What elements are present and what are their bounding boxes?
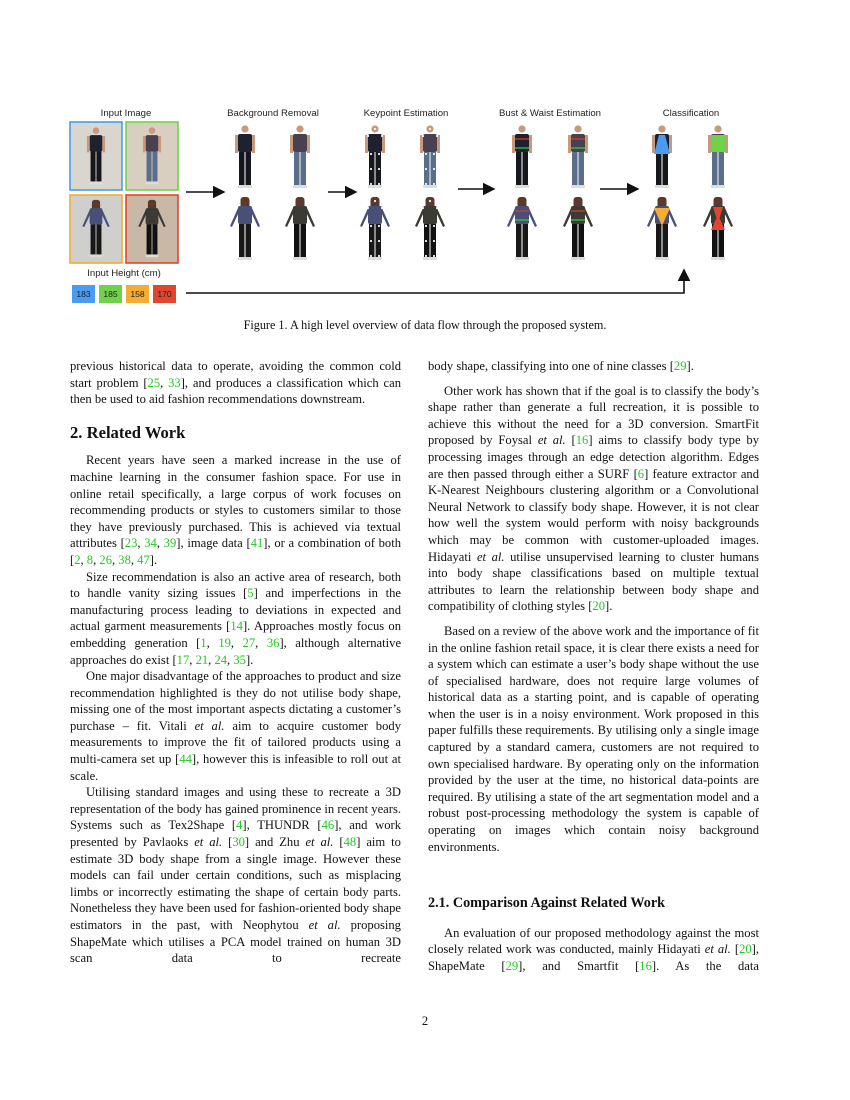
- pipeline-person: [420, 125, 440, 188]
- text-run: .: [250, 652, 254, 667]
- paragraph: Other work has shown that if the goal is to classify the body’s shape rather than generate a full recreation, it is possible to achieve this without the need for a 3D conversion. SmartFit proposed by Foysal et al. [16] aims to classify body type by processing images through an edge detection algorithm. Edges are then passed through either a SURF [6] feature extractor and K-Nearest Neighbours clustering algorithm or a Convolutional Neural Network to classify body shape. However, it is not clear how well the system would perform with noisy backgrounds which may be common with customer-uploaded images. Hidayati et al. utilise unsupervised learning to cluster humans into body shape classifications based on multiple textual attributes to learn the relationship between body shape and compatibility of clothing styles [20].: [428, 383, 759, 614]
- citation-link[interactable]: 41: [250, 536, 264, 551]
- citation-link[interactable]: 20: [739, 942, 752, 957]
- citation-link[interactable]: 25: [147, 375, 161, 390]
- italic-text: et al.: [305, 835, 334, 850]
- citation-link[interactable]: 19: [218, 635, 231, 650]
- text-run: aim to acquire customer body measurements to improve the fit of tailored products using a multi-camera set up: [70, 718, 401, 767]
- pipeline-person: [703, 197, 733, 260]
- pipeline-person: [647, 197, 677, 260]
- citation-link[interactable]: 24: [214, 652, 228, 667]
- text-run: [731, 942, 735, 956]
- label-bust-waist-estimation: Bust & Waist Estimation: [498, 108, 602, 119]
- subsection-heading: 2.1. Comparison Against Related Work: [428, 895, 666, 912]
- body-shape-overlay: [711, 135, 725, 152]
- paragraph: Utilising standard images and using these to recreate a 3D representation of the body has gained prominence in recent years. Systems such as Tex2Shape [4], THUNDR [46], and work presented by Pavlaoks et al. [30] and Zhu et al. [48] aim to estimate 3D body shape from a single image. However these models can fail under certain conditions, such as misplacing limbs or incorrectly estimating the shape of certain body parts. Nonetheless they have been used for fashion-oriented body shape estimators in the past, with Neophytou et al. proposing ShapeMate which utilises a PCA model trained on human 3D scan data to recreate: [70, 785, 401, 966]
- citation-link[interactable]: 6: [637, 466, 645, 481]
- citation-link[interactable]: 21: [195, 652, 209, 667]
- paragraph: One major disadvantage of the approaches to product and size recommendation highlighted is they do not utilise body shape, missing one of the most important aspects dictating a customer’s purchase – fit. Vitali et al. aim to acquire customer body measurements to improve the fit of tailored products using a multi-camera set up [44], however this is infeasible to roll out at scale.: [70, 669, 401, 783]
- text-run: Based on a review of the above work and the importance of fit in the online fashion retail space, it is clear there exists a need for a system which can estimate a user’s body shape without the use of specialised hardware, does not require large volumes of historical data as a starting point, and is capable of operating when the user is in a noisy environment. Work proposed in this paper fulfills these requirements. By utilising only a single image captured by a standard camera, customers are not required to own specialised hardware. By operating only on the information provided by the user at the time, no historical data-points are required. By utilising a state of the art segmentation model and a robust post-processing methodology the system is capable of operating on images which contain noisy background environments.: [428, 623, 759, 854]
- pipeline-person: [708, 125, 728, 188]
- citation-link[interactable]: 16: [575, 433, 589, 448]
- citation-link[interactable]: 39: [163, 536, 177, 551]
- pipeline-person: [285, 197, 315, 260]
- paragraph: Size recommendation is also an active area of research, both to handle vanity sizing issues [5] and imperfections in the manufacturing process leading to deviations in expected and actual garment measurements [14]. Approaches mostly focus on embedding generation [1, 19, 27, 36], although alternative approaches do exist [17, 21, 24, 35].: [70, 569, 402, 667]
- paragraph: body shape, classifying into one of nine classes [29].: [428, 359, 694, 373]
- citation-link[interactable]: 23: [124, 536, 138, 551]
- pipeline-person: [512, 125, 532, 188]
- citation-link[interactable]: 47: [137, 552, 150, 567]
- italic-text: et al.: [308, 918, 341, 932]
- citation-link[interactable]: 16: [639, 959, 652, 973]
- citation-link[interactable]: 46: [321, 818, 335, 833]
- pipeline-person: [230, 197, 260, 260]
- pipeline-person: [415, 197, 445, 260]
- citation-link[interactable]: 38: [118, 552, 131, 567]
- text-run: , although alternative approaches do exist: [70, 635, 402, 667]
- text-run: and Zhu: [249, 835, 306, 850]
- paragraph: An evaluation of our proposed methodology against the most closely related work was conducted, mainly Hidayati et al. [20], ShapeMate [29], and Smartfit [16]. As the data: [428, 925, 760, 973]
- text-run: aim to estimate 3D body shape from a single image. However these models can fail under certain conditions, such as misplacing limbs or incorrectly estimating the shape of certain body parts. Nonetheless they have been used for fashion-oriented body shape estimators in the past, with Neophytou: [70, 835, 401, 932]
- text-run: , and produces a classification which can then be used to aid fashion recommendations downstream.: [70, 375, 401, 407]
- pipeline-person: [563, 197, 593, 260]
- text-run: body shape, classifying into one of nine classes: [428, 359, 670, 373]
- citation-link[interactable]: 2: [74, 552, 81, 567]
- text-run: [222, 835, 228, 849]
- text-run: and imperfections in the manufacturing process leading to deviations in expected and actual garment measurements: [70, 586, 401, 634]
- italic-text: et al.: [537, 433, 566, 448]
- label-keypoint-estimation: Keypoint Estimation: [363, 108, 449, 119]
- citation-link[interactable]: 20: [592, 599, 605, 614]
- italic-text: et al.: [704, 942, 731, 957]
- text-run: . As the data: [656, 959, 759, 973]
- text-run: . Approaches mostly focus on embedding generation: [70, 619, 401, 650]
- citation-link[interactable]: 17: [176, 652, 190, 667]
- text-run: .: [153, 552, 158, 567]
- left-column: [70, 358, 401, 967]
- citation-link[interactable]: 29: [505, 959, 519, 973]
- text-run: , and Smartfit: [522, 959, 636, 973]
- pipeline-person: [360, 197, 390, 260]
- paragraph: previous historical data to operate, avoiding the common cold start problem [25, 33], and produces a classification which can then be used to aid fashion recommendations downstream.: [70, 359, 401, 407]
- text-run: .: [690, 359, 694, 373]
- text-run: An evaluation of our proposed methodology against the most closely related work was conducted, mainly Hidayati: [428, 925, 759, 957]
- paragraph: Recent years have seen a marked increase in the use of machine learning in the consumer fashion space. For use in online retail specifically, a large corpus of work focuses on recommending products or styles to customers similar to those they have previously purchased. This is achieved via textual attributes [23, 34, 39], image data [41], or a combination of both [2, 8, 26, 38, 47].: [70, 453, 402, 567]
- text-run: , however this is infeasible to roll out at scale.: [70, 752, 401, 783]
- text-run: feature extractor and K-Nearest Neighbours clustering algorithm or a Convolutional Neural Network to classify body shape. However, it is not clear how well the system would perform with noisy backgrounds which may be common with customer-uploaded images. Hidayati: [428, 466, 759, 564]
- text-run: , or a combination of both: [267, 536, 402, 551]
- pipeline-person: [235, 125, 255, 188]
- citation-link[interactable]: 5: [247, 586, 254, 601]
- text-run: , ShapeMate: [428, 942, 760, 973]
- text-run: [566, 433, 572, 447]
- citation-link[interactable]: 14: [230, 619, 243, 634]
- page-number: 2: [421, 1014, 429, 1028]
- text-run: .: [609, 599, 613, 614]
- figure-caption: Figure 1. A high level overview of data flow through the proposed system.: [243, 318, 607, 332]
- height-value: 158: [130, 289, 145, 299]
- height-value: 185: [103, 289, 118, 299]
- label-input-image: Input Image: [100, 108, 152, 119]
- citation-link[interactable]: 33: [168, 375, 181, 390]
- pipeline-person: [365, 125, 385, 188]
- text-run: , THUNDR: [246, 818, 318, 833]
- citation-link[interactable]: 27: [242, 635, 256, 650]
- right-column: [428, 358, 759, 975]
- italic-text: et al.: [194, 718, 225, 733]
- citation-link[interactable]: 36: [266, 635, 280, 650]
- italic-text: et al.: [476, 549, 505, 564]
- pipeline-person: [568, 125, 588, 188]
- pipeline-person: [652, 125, 672, 188]
- citation-link[interactable]: 44: [179, 752, 192, 767]
- text-run: Other work has shown that if the goal is to classify the body’s shape rather than generate a full recreation, it is possible to achieve this without the need for a 3D conversion. SmartFit proposed by Foysal: [428, 383, 759, 448]
- text-run: Recent years have seen a marked increase in the use of machine learning in the consumer fashion space. For use in online retail specifically, a large corpus of work focuses on recommending products or styles to customers similar to those they have previously purchased. This is achieved via textual attributes: [70, 453, 401, 551]
- citation-link[interactable]: 8: [86, 552, 94, 567]
- citation-link[interactable]: 35: [233, 652, 246, 667]
- text-run: , image data: [180, 536, 247, 551]
- text-run: previous historical data to operate, avoiding the common cold start problem: [70, 359, 401, 390]
- text-run: utilise unsupervised learning to cluster humans into body shape classifications based on multiple textual attributes to learn the relationship between body shape and compatibility of clothing styles: [428, 549, 759, 614]
- text-run: Utilising standard images and using these to recreate a 3D representation of the body has gained prominence in recent years. Systems such as Tex2Shape: [70, 785, 401, 833]
- text-run: One major disadvantage of the approaches to product and size recommendation highlighted is they do not utilise body shape, missing one of the most important aspects dictating a customer’s purchase – fit. Vitali: [70, 669, 401, 733]
- label-classification: Classification: [662, 108, 720, 119]
- section-heading: 2. Related Work: [70, 422, 186, 442]
- figure-1-pipeline: [0, 95, 850, 315]
- citation-link[interactable]: 1: [200, 635, 207, 650]
- text-run: aims to classify body type by processing images through an edge detection algorithm. Edges are then passed through either a SURF: [428, 433, 759, 481]
- height-value: 170: [157, 289, 172, 299]
- text-run: Size recommendation is also an active area of research, both to handle vanity sizing issues: [70, 569, 401, 601]
- arrow-height-to-classification: [186, 270, 684, 293]
- text-run: proposing ShapeMate which utilises a PCA model trained on human 3D scan data to recreate: [70, 918, 401, 966]
- pipeline-person: [290, 125, 310, 188]
- paragraph: [428, 623, 759, 855]
- text-run: [333, 835, 339, 849]
- citation-link[interactable]: 26: [99, 552, 112, 567]
- italic-text: et al.: [194, 835, 223, 850]
- text-run: , and work presented by Pavlaoks: [70, 818, 401, 850]
- label-background-removal: Background Removal: [227, 108, 319, 119]
- pipeline-person: [507, 197, 537, 260]
- citation-link[interactable]: 48: [343, 835, 357, 850]
- citation-link[interactable]: 4: [236, 818, 243, 833]
- citation-link[interactable]: 30: [232, 835, 245, 850]
- height-value: 183: [76, 289, 91, 299]
- citation-link[interactable]: 34: [144, 536, 157, 551]
- citation-link[interactable]: 29: [673, 359, 687, 373]
- label-input-height: Input Height (cm): [87, 268, 161, 279]
